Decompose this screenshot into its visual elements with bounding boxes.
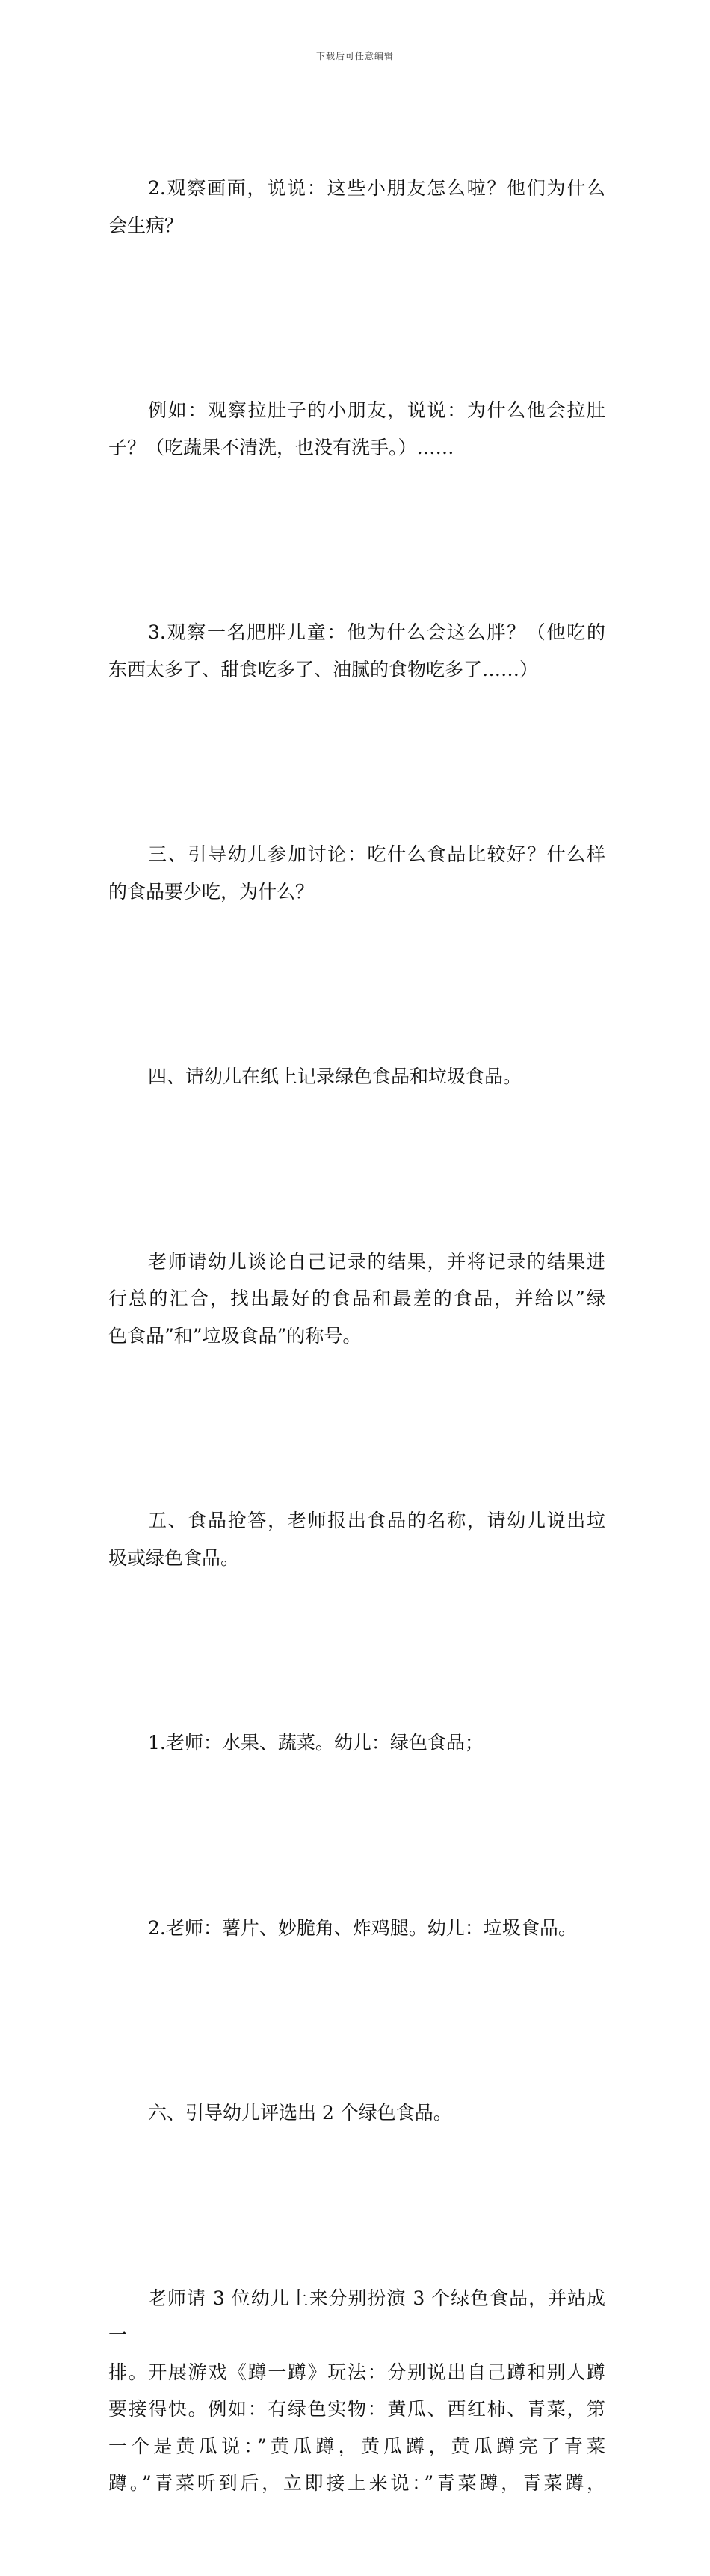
text-line: 行总的汇合，找出最好的食品和最差的食品，并给以”绿: [108, 1288, 605, 1309]
text-line: 排。开展游戏《蹲一蹲》玩法：分别说出自己蹲和别人蹲: [108, 2361, 605, 2383]
text-line: 2.老师：薯片、妙脆角、炸鸡腿。幼儿：垃圾食品。: [148, 1916, 577, 1939]
paragraph: [108, 540, 605, 762]
text-line: 一个是黄瓜说：”黄瓜蹲，黄瓜蹲，黄瓜蹲完了青菜: [108, 2435, 605, 2457]
text-line: 蹲。”青菜听到后，立即接上来说：”青菜蹲，青菜蹲，: [108, 2472, 605, 2494]
text-line: 会生病？: [108, 214, 184, 236]
text-line: 色食品”和”垃圾食品”的称号。: [108, 1324, 362, 1347]
page-header-note: 下载后可任意编辑: [315, 51, 394, 61]
text-line: 六、引导幼儿评选出 2 个绿色食品。: [148, 2102, 452, 2124]
paragraph: [108, 1836, 605, 2021]
paragraph: [108, 762, 605, 984]
text-line: 五、食品抢答，老师报出食品的名称，请幼儿说出垃: [148, 1510, 605, 1531]
paragraph: [108, 318, 605, 540]
paragraph: [108, 984, 605, 1169]
text-line: 四、请幼儿在纸上记录绿色食品和垃圾食品。: [148, 1066, 522, 1087]
paragraph: [108, 2206, 605, 2576]
paragraph: [108, 1428, 605, 1650]
text-line: 东西太多了、甜食吃多了、油腻的食物吃多了……）: [108, 658, 539, 680]
text-line: 3.观察一名肥胖儿童：他为什么会这么胖？（他吃的: [148, 621, 605, 643]
text-line: 2.观察画面，说说：这些小朋友怎么啦？他们为什么: [148, 177, 605, 199]
text-line: 子？（吃蔬果不清洗，也没有洗手。）……: [108, 436, 454, 458]
text-line: 的食品要少吃，为什么？: [108, 880, 315, 903]
paragraph: [108, 1169, 605, 1429]
text-line: 老师请幼儿谈论自己记录的结果，并将记录的结果进: [148, 1250, 605, 1273]
document-body: [108, 96, 605, 2576]
text-line: 例如：观察拉肚子的小朋友，说说：为什么他会拉肚: [148, 399, 605, 421]
paragraph: [108, 96, 605, 318]
paragraph: [108, 1650, 605, 1836]
text-line: 圾或绿色食品。: [108, 1546, 240, 1569]
text-line: 1.老师：水果、蔬菜。幼儿：绿色食品；: [148, 1732, 484, 1753]
paragraph: [108, 2020, 605, 2206]
text-line: 老师请 3 位幼儿上来分别扮演 3 个绿色食品，并站成一: [108, 2287, 605, 2346]
text-line: 要接得快。例如：有绿色实物：黄瓜、西红柿、青菜，第: [108, 2398, 605, 2420]
text-line: 三、引导幼儿参加讨论：吃什么食品比较好？什么样: [148, 843, 605, 865]
